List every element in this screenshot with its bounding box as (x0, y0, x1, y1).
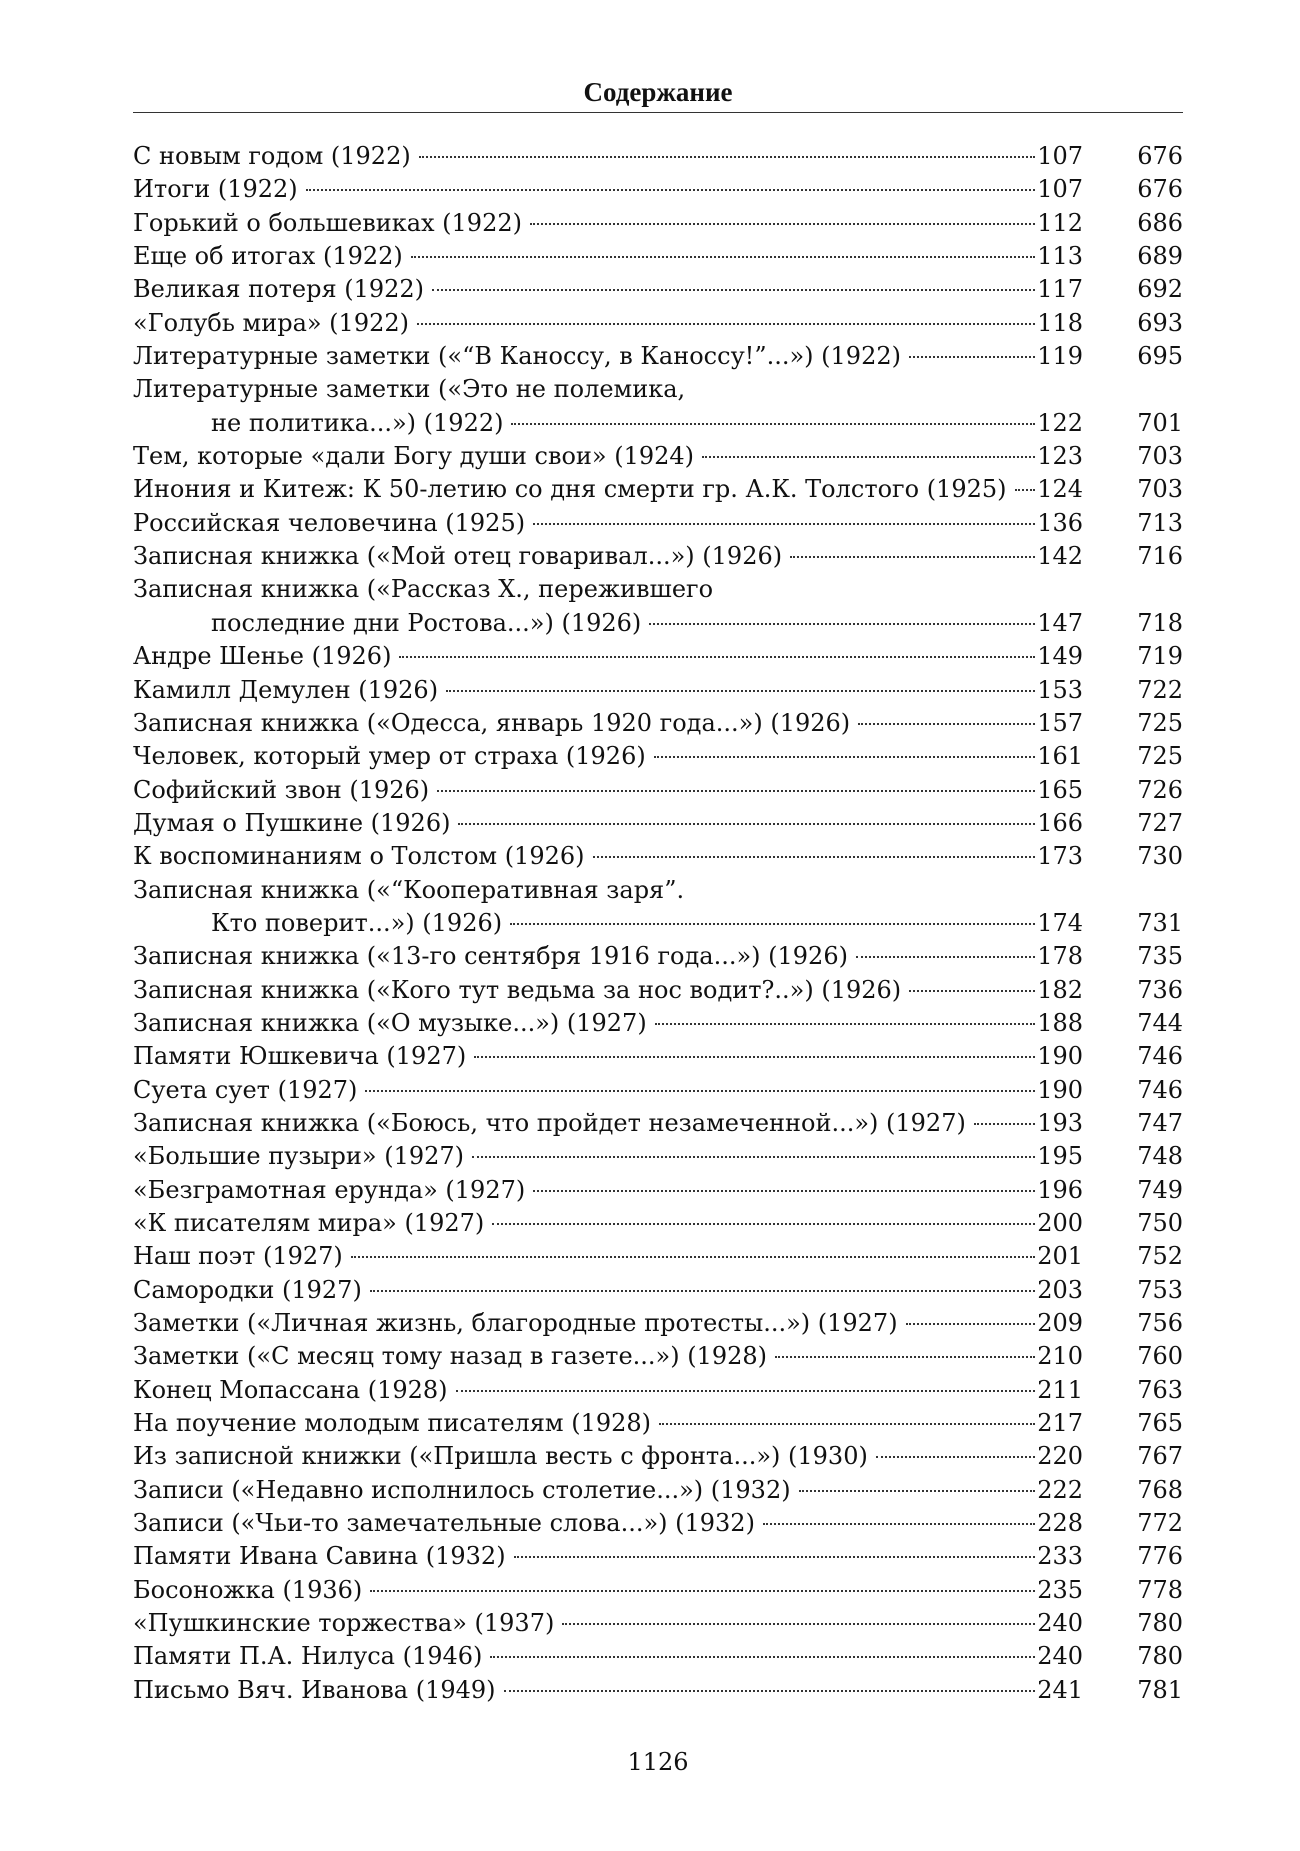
toc-entry-title: Инония и Китеж: К 50-летию со дня смерти гр. А.К. Толстого (1925) (133, 475, 1007, 504)
toc-entry-title: Андре Шенье (1926) (133, 642, 392, 671)
toc-entry-title: «К писателям мира» (1927) (133, 1209, 485, 1237)
toc-entry-title: Памяти Юшкевича (1927) (133, 1042, 467, 1071)
toc-entry-title: Записная книжка («“Кооперативная заря”. (133, 875, 685, 904)
toc-entry-title: Заметки («Личная жизнь, благородные протесты...») (1927) (133, 1309, 898, 1338)
toc-entry-title: На поучение молодым писателям (1928) (133, 1409, 652, 1438)
toc-entry-comment-page: 752 (1137, 1242, 1183, 1271)
toc-entry-page: 118 (1037, 308, 1083, 337)
toc-entry (133, 674, 1183, 707)
dot-leader (702, 456, 1035, 458)
toc-entry-comment-page: 689 (1137, 242, 1183, 271)
dot-leader (659, 1423, 1035, 1425)
toc-entry-comment-page: 725 (1137, 742, 1183, 771)
toc-entry (133, 1074, 1183, 1107)
toc-entry-page: 161 (1037, 742, 1083, 771)
toc-entry-title: Тем, которые «дали Богу души свои» (1924) (133, 442, 695, 471)
toc-entry-comment-page: 746 (1137, 1042, 1183, 1071)
toc-entry (133, 1240, 1183, 1273)
toc-entry-comment-page: 730 (1137, 842, 1183, 871)
dot-leader (790, 556, 1035, 558)
toc-entry-comment-page: 748 (1137, 1142, 1183, 1171)
toc-entry (133, 1440, 1183, 1473)
dot-leader (858, 723, 1035, 725)
toc-entry-title: Записи («Чьи-то замечательные слова...») (1932) (133, 1509, 755, 1538)
dot-leader (474, 1056, 1035, 1058)
toc-entry-title: Письмо Вяч. Иванова (1949) (133, 1675, 496, 1704)
toc-entry-page: 136 (1037, 508, 1083, 537)
toc-entry-comment-page: 765 (1137, 1409, 1183, 1438)
dot-leader (654, 756, 1035, 758)
toc-entry (133, 1307, 1183, 1340)
dot-leader (909, 356, 1035, 358)
dot-leader (763, 1523, 1035, 1525)
toc-entry-page: 233 (1037, 1542, 1083, 1571)
toc-entry-comment-page: 746 (1137, 1075, 1183, 1104)
dot-leader (504, 1690, 1036, 1692)
dot-leader (411, 256, 1035, 258)
toc-entry-title: Памяти П.А. Нилуса (1946) (133, 1642, 483, 1671)
toc-entry (133, 907, 1183, 940)
toc-entry-title: Горький о большевиках (1922) (133, 208, 522, 237)
page-number: 1126 (627, 1748, 689, 1776)
toc-entry (133, 1640, 1183, 1673)
toc-entry (133, 874, 1183, 907)
toc-entry (133, 607, 1183, 640)
toc-entry-comment-page: 747 (1137, 1108, 1183, 1137)
dot-leader (655, 1023, 1036, 1025)
toc-entry-page: 235 (1037, 1575, 1083, 1604)
dot-leader (456, 1390, 1036, 1392)
toc-entry (133, 1140, 1183, 1173)
toc-entry-page: 157 (1037, 708, 1083, 737)
toc-entry (133, 840, 1183, 873)
toc-entry-page: 222 (1037, 1475, 1083, 1504)
toc-entry (133, 140, 1183, 173)
table-of-contents (133, 140, 1183, 1707)
toc-entry-title: Великая потеря (1922) (133, 275, 425, 304)
toc-entry (133, 1040, 1183, 1073)
toc-entry-title: Софийский звон (1926) (133, 775, 430, 804)
dot-leader (799, 1490, 1036, 1492)
toc-entry-title: Самородки (1927) (133, 1275, 362, 1304)
toc-entry-page: 107 (1037, 142, 1083, 170)
toc-entry-title: Из записной книжки («Пришла весть с фронта...») (1930) (133, 1442, 868, 1471)
toc-entry (133, 207, 1183, 240)
dot-leader (510, 923, 1035, 925)
toc-entry-page: 203 (1037, 1275, 1083, 1304)
toc-entry-title: Записная книжка («Одесса, январь 1920 года...») (1926) (133, 708, 851, 737)
toc-entry-comment-page: 749 (1137, 1175, 1183, 1204)
toc-entry-comment-page: 701 (1137, 408, 1183, 437)
toc-entry-page: 174 (1037, 908, 1083, 937)
toc-entry-page: 142 (1037, 542, 1083, 571)
toc-entry-title: К воспоминаниям о Толстом (1926) (133, 842, 585, 871)
dot-leader (530, 223, 1035, 225)
toc-entry-page: 112 (1037, 208, 1083, 237)
dot-leader (533, 523, 1035, 525)
toc-entry-page: 209 (1037, 1309, 1083, 1338)
toc-entry (133, 173, 1183, 206)
toc-entry-comment-page: 760 (1137, 1342, 1183, 1371)
toc-entry-title: Литературные заметки («“В Каноссу, в Каноссу!”...») (1922) (133, 342, 901, 371)
toc-entry-comment-page: 716 (1137, 542, 1183, 571)
toc-entry-title: Российская человечина (1925) (133, 508, 526, 537)
toc-entry-title: С новым годом (1922) (133, 142, 411, 170)
toc-entry-comment-page: 718 (1137, 608, 1183, 637)
dot-leader (446, 690, 1035, 692)
toc-entry-page: 193 (1037, 1108, 1083, 1137)
dot-leader (775, 1356, 1035, 1358)
toc-entry-comment-page: 778 (1137, 1575, 1183, 1604)
toc-entry-comment-page: 713 (1137, 508, 1183, 537)
toc-entry-page: 240 (1037, 1609, 1083, 1638)
toc-entry (133, 974, 1183, 1007)
toc-entry (133, 940, 1183, 973)
toc-entry-page: 117 (1037, 275, 1083, 304)
toc-entry (133, 1607, 1183, 1640)
toc-entry (133, 340, 1183, 373)
toc-entry-comment-page: 727 (1137, 808, 1183, 837)
toc-entry-title: Итоги (1922) (133, 175, 298, 204)
dot-leader (399, 656, 1035, 658)
toc-entry (133, 807, 1183, 840)
dot-leader (437, 790, 1035, 792)
toc-entry (133, 1574, 1183, 1607)
toc-entry (133, 774, 1183, 807)
toc-entry-page: 195 (1037, 1142, 1083, 1171)
toc-entry (133, 440, 1183, 473)
toc-entry-title: Записная книжка («Боюсь, что пройдет незамеченной...») (1927) (133, 1108, 966, 1137)
toc-entry-page: 166 (1037, 808, 1083, 837)
dot-leader (472, 1156, 1035, 1158)
toc-entry-comment-page: 693 (1137, 308, 1183, 337)
toc-entry (133, 1007, 1183, 1040)
toc-entry-title: Камилл Демулен (1926) (133, 675, 439, 704)
toc-entry-page: 201 (1037, 1242, 1083, 1271)
toc-entry-comment-page: 676 (1137, 175, 1183, 204)
toc-entry-title: не политика...») (1922) (211, 408, 504, 437)
dot-leader (370, 1290, 1035, 1292)
toc-entry-page: 190 (1037, 1075, 1083, 1104)
toc-entry (133, 1340, 1183, 1373)
dot-leader (514, 1556, 1036, 1558)
toc-entry (133, 1674, 1183, 1707)
toc-entry-title: Кто поверит...») (1926) (211, 908, 503, 937)
toc-entry-page: 240 (1037, 1642, 1083, 1671)
toc-entry-title: Человек, который умер от страха (1926) (133, 742, 646, 771)
toc-entry-page: 220 (1037, 1442, 1083, 1471)
toc-entry-page: 211 (1037, 1375, 1083, 1404)
toc-entry (133, 573, 1183, 606)
dot-leader (876, 1456, 1035, 1458)
dot-leader (370, 1590, 1035, 1592)
toc-entry-title: «Пушкинские торжества» (1937) (133, 1609, 555, 1638)
toc-entry-title: Думая о Пушкине (1926) (133, 808, 451, 837)
toc-entry (133, 1474, 1183, 1507)
toc-entry-page: 228 (1037, 1509, 1083, 1538)
toc-entry-page: 119 (1037, 342, 1083, 371)
toc-entry-comment-page: 763 (1137, 1375, 1183, 1404)
toc-entry-comment-page: 781 (1137, 1675, 1183, 1704)
toc-entry-comment-page: 703 (1137, 442, 1183, 471)
toc-entry-page: 113 (1037, 242, 1083, 271)
toc-entry-page: 200 (1037, 1209, 1083, 1237)
dot-leader (593, 856, 1036, 858)
dot-leader (419, 156, 1035, 158)
toc-entry (133, 473, 1183, 506)
toc-entry-page: 182 (1037, 975, 1083, 1004)
toc-entry-title: Записная книжка («О музыке...») (1927) (133, 1008, 647, 1037)
toc-entry (133, 1374, 1183, 1407)
dot-leader (533, 1190, 1035, 1192)
toc-entry-comment-page: 735 (1137, 942, 1183, 971)
toc-entry-title: «Большие пузыри» (1927) (133, 1142, 465, 1171)
toc-entry-title: «Безграмотная ерунда» (1927) (133, 1175, 526, 1204)
toc-entry-title: Записная книжка («Мой отец говаривал...») (1926) (133, 542, 783, 571)
dot-leader (511, 423, 1035, 425)
toc-entry-comment-page: 726 (1137, 775, 1183, 804)
toc-entry-title: Записная книжка («Кого тут ведьма за нос водит?..») (1926) (133, 975, 902, 1004)
toc-entry-comment-page: 695 (1137, 342, 1183, 371)
dot-leader (492, 1223, 1035, 1225)
toc-entry-comment-page: 768 (1137, 1475, 1183, 1504)
toc-entry-comment-page: 780 (1137, 1609, 1183, 1638)
toc-entry-page: 217 (1037, 1409, 1083, 1438)
toc-entry (133, 507, 1183, 540)
dot-leader (856, 956, 1035, 958)
toc-entry-comment-page: 744 (1137, 1008, 1183, 1037)
toc-entry-page: 122 (1037, 408, 1083, 437)
toc-entry-title: «Голубь мира» (1922) (133, 308, 409, 337)
toc-entry-page: 123 (1037, 442, 1083, 471)
toc-entry (133, 540, 1183, 573)
toc-entry (133, 1107, 1183, 1140)
toc-entry (133, 707, 1183, 740)
dot-leader (1015, 489, 1036, 491)
toc-entry (133, 240, 1183, 273)
toc-entry-title: Записная книжка («13-го сентября 1916 года...») (1926) (133, 942, 848, 971)
dot-leader (909, 990, 1035, 992)
toc-entry-comment-page: 750 (1137, 1209, 1183, 1237)
toc-entry-comment-page: 722 (1137, 675, 1183, 704)
toc-entry-page: 190 (1037, 1042, 1083, 1071)
toc-entry-comment-page: 731 (1137, 908, 1183, 937)
toc-entry-page: 241 (1037, 1675, 1083, 1704)
toc-entry (133, 307, 1183, 340)
toc-entry-page: 124 (1037, 475, 1083, 504)
toc-entry-comment-page: 736 (1137, 975, 1183, 1004)
dot-leader (365, 1090, 1035, 1092)
toc-entry-title: последние дни Ростова...») (1926) (211, 608, 642, 637)
toc-entry-page: 153 (1037, 675, 1083, 704)
dot-leader (906, 1323, 1036, 1325)
toc-entry-title: Суета сует (1927) (133, 1075, 358, 1104)
toc-entry (133, 407, 1183, 440)
toc-entry-page: 173 (1037, 842, 1083, 871)
toc-entry-title: Записи («Недавно исполнилось столетие...») (1932) (133, 1475, 791, 1504)
toc-entry-title: Еще об итогах (1922) (133, 242, 403, 271)
toc-entry-title: Памяти Ивана Савина (1932) (133, 1542, 506, 1571)
toc-entry (133, 373, 1183, 406)
toc-entry-comment-page: 692 (1137, 275, 1183, 304)
toc-entry-comment-page: 703 (1137, 475, 1183, 504)
toc-entry-comment-page: 776 (1137, 1542, 1183, 1571)
dot-leader (351, 1256, 1035, 1258)
toc-entry-comment-page: 719 (1137, 642, 1183, 671)
dot-leader (649, 623, 1035, 625)
toc-entry-title: Литературные заметки («Это не полемика, (133, 375, 686, 404)
toc-entry-comment-page: 767 (1137, 1442, 1183, 1471)
toc-entry (133, 1274, 1183, 1307)
dot-leader (562, 1623, 1035, 1625)
toc-entry (133, 1407, 1183, 1440)
toc-entry-title: Записная книжка («Рассказ Х., пережившего (133, 575, 714, 604)
toc-entry-title: Босоножка (1936) (133, 1575, 363, 1604)
toc-entry (133, 273, 1183, 306)
toc-entry-page: 188 (1037, 1008, 1083, 1037)
toc-entry (133, 740, 1183, 773)
toc-entry (133, 1507, 1183, 1540)
toc-entry-page: 178 (1037, 942, 1083, 971)
dot-leader (490, 1656, 1035, 1658)
toc-entry-page: 196 (1037, 1175, 1083, 1204)
dot-leader (417, 323, 1035, 325)
dot-leader (432, 289, 1035, 291)
dot-leader (458, 823, 1035, 825)
header-rule (133, 112, 1183, 113)
toc-entry (133, 1540, 1183, 1573)
dot-leader (306, 189, 1036, 191)
toc-entry-page: 147 (1037, 608, 1083, 637)
toc-entry (133, 640, 1183, 673)
toc-entry-title: Наш поэт (1927) (133, 1242, 343, 1271)
toc-entry-comment-page: 725 (1137, 708, 1183, 737)
toc-entry (133, 1207, 1183, 1240)
toc-entry-page: 149 (1037, 642, 1083, 671)
page-header-title: Содержание (583, 77, 733, 107)
toc-entry-comment-page: 772 (1137, 1509, 1183, 1538)
toc-entry-title: Заметки («С месяц тому назад в газете...») (1928) (133, 1342, 768, 1371)
toc-entry-title: Конец Мопассана (1928) (133, 1375, 448, 1404)
toc-entry-comment-page: 686 (1137, 208, 1183, 237)
toc-entry-comment-page: 676 (1137, 142, 1183, 170)
toc-entry-page: 210 (1037, 1342, 1083, 1371)
toc-entry-comment-page: 756 (1137, 1309, 1183, 1338)
toc-entry-page: 165 (1037, 775, 1083, 804)
toc-entry-comment-page: 780 (1137, 1642, 1183, 1671)
toc-entry-comment-page: 753 (1137, 1275, 1183, 1304)
dot-leader (974, 1123, 1035, 1125)
toc-entry (133, 1174, 1183, 1207)
toc-entry-page: 107 (1037, 175, 1083, 204)
